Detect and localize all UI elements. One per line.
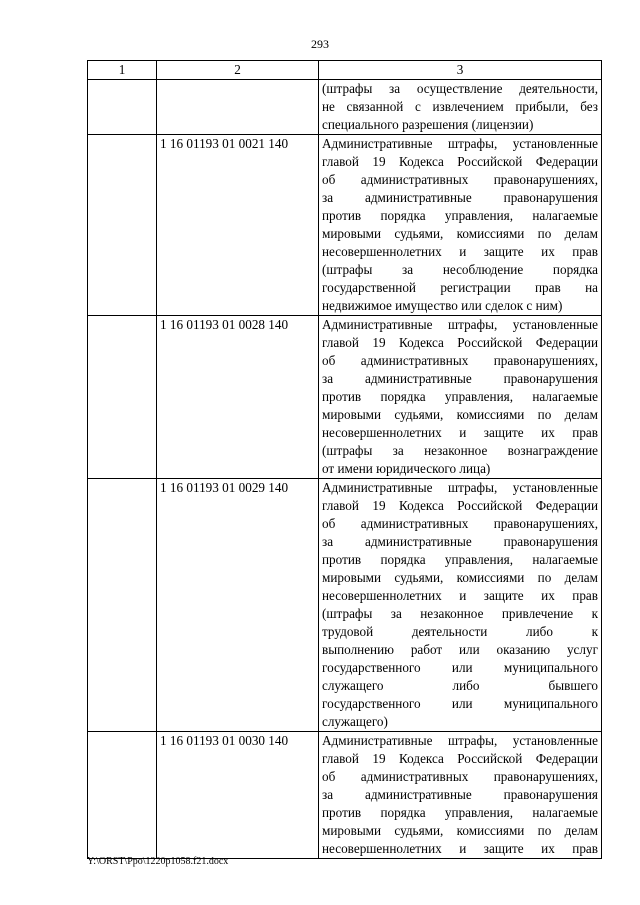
description-line: главой 19 Кодекса Российской Федерации <box>322 154 598 169</box>
row-number-cell <box>88 732 157 859</box>
page-number: 293 <box>311 37 329 51</box>
description-line: государственного или муниципального <box>322 660 598 675</box>
description-line: мировыми судьями, комиссиями по делам <box>322 570 598 585</box>
header-col-2: 2 <box>157 61 319 80</box>
table-row <box>88 135 602 316</box>
description-line: государственной регистрации прав на <box>322 280 598 295</box>
row-number-cell <box>88 80 157 135</box>
description-line: служащего) <box>322 714 388 729</box>
description-line: против порядка управления, налагаемые <box>322 389 598 404</box>
table-row <box>88 479 602 732</box>
table-row <box>88 316 602 479</box>
description-line: (штрафы за незаконное привлечение к <box>322 606 598 621</box>
description-line: об административных правонарушениях, <box>322 516 598 531</box>
description-line: (штрафы за несоблюдение порядка <box>322 262 598 277</box>
table-header-row <box>88 61 602 80</box>
description-line: (штрафы за осуществление деятельности, <box>322 81 598 96</box>
description-line: (штрафы за незаконное вознаграждение <box>322 443 598 458</box>
description-line: мировыми судьями, комиссиями по делам <box>322 823 598 838</box>
description-line: мировыми судьями, комиссиями по делам <box>322 226 598 241</box>
description-line: несовершеннолетних и защите их прав <box>322 425 598 440</box>
description-line: выполнению работ или оказанию услуг <box>322 642 598 657</box>
row-number-cell <box>88 479 157 732</box>
description-line: об административных правонарушениях, <box>322 769 598 784</box>
description-line: против порядка управления, налагаемые <box>322 208 598 223</box>
row-number-cell <box>88 316 157 479</box>
description-line: главой 19 Кодекса Российской Федерации <box>322 335 598 350</box>
description-line: за административные правонарушения <box>322 190 598 205</box>
table-row <box>88 80 602 135</box>
budget-codes-table <box>87 60 602 859</box>
description-line: об административных правонарушениях, <box>322 172 598 187</box>
header-col-3: 3 <box>319 61 602 80</box>
file-path-footer: Y:\ORST\Ppo\1220p1058.f21.docx <box>87 856 229 867</box>
budget-code-cell: 1 16 01193 01 0029 140 <box>157 479 319 732</box>
description-line: несовершеннолетних и защите их прав <box>322 841 598 856</box>
description-line: против порядка управления, налагаемые <box>322 805 598 820</box>
description-line: Административные штрафы, установленные <box>322 136 598 151</box>
description-line: несовершеннолетних и защите их прав <box>322 244 598 259</box>
description-line: против порядка управления, налагаемые <box>322 552 598 567</box>
description-line: за административные правонарушения <box>322 371 598 386</box>
description-line: от имени юридического лица) <box>322 461 491 476</box>
budget-code-cell <box>157 80 319 135</box>
description-line: несовершеннолетних и защите их прав <box>322 588 598 603</box>
description-line: недвижимое имущество или сделок с ним) <box>322 298 563 313</box>
description-cell <box>319 135 602 316</box>
description-line: специального разрешения (лицензии) <box>322 117 534 132</box>
description-cell <box>319 732 602 859</box>
budget-code-cell: 1 16 01193 01 0021 140 <box>157 135 319 316</box>
description-line: за административные правонарушения <box>322 534 598 549</box>
description-line: мировыми судьями, комиссиями по делам <box>322 407 598 422</box>
description-line: за административные правонарушения <box>322 787 598 802</box>
description-line: Административные штрафы, установленные <box>322 317 598 332</box>
budget-code-cell: 1 16 01193 01 0030 140 <box>157 732 319 859</box>
description-line: главой 19 Кодекса Российской Федерации <box>322 751 598 766</box>
header-col-1: 1 <box>88 61 157 80</box>
description-cell <box>319 316 602 479</box>
description-line: Административные штрафы, установленные <box>322 480 598 495</box>
table-row <box>88 732 602 859</box>
description-line: об административных правонарушениях, <box>322 353 598 368</box>
description-line: не связанной с извлечением прибыли, без <box>322 99 598 114</box>
budget-code-cell: 1 16 01193 01 0028 140 <box>157 316 319 479</box>
description-line: Административные штрафы, установленные <box>322 733 598 748</box>
description-line: служащего либо бывшего <box>322 678 598 693</box>
description-line: главой 19 Кодекса Российской Федерации <box>322 498 598 513</box>
description-cell <box>319 80 602 135</box>
description-cell <box>319 479 602 732</box>
description-line: трудовой деятельности либо к <box>322 624 598 639</box>
row-number-cell <box>88 135 157 316</box>
description-line: государственного или муниципального <box>322 696 598 711</box>
